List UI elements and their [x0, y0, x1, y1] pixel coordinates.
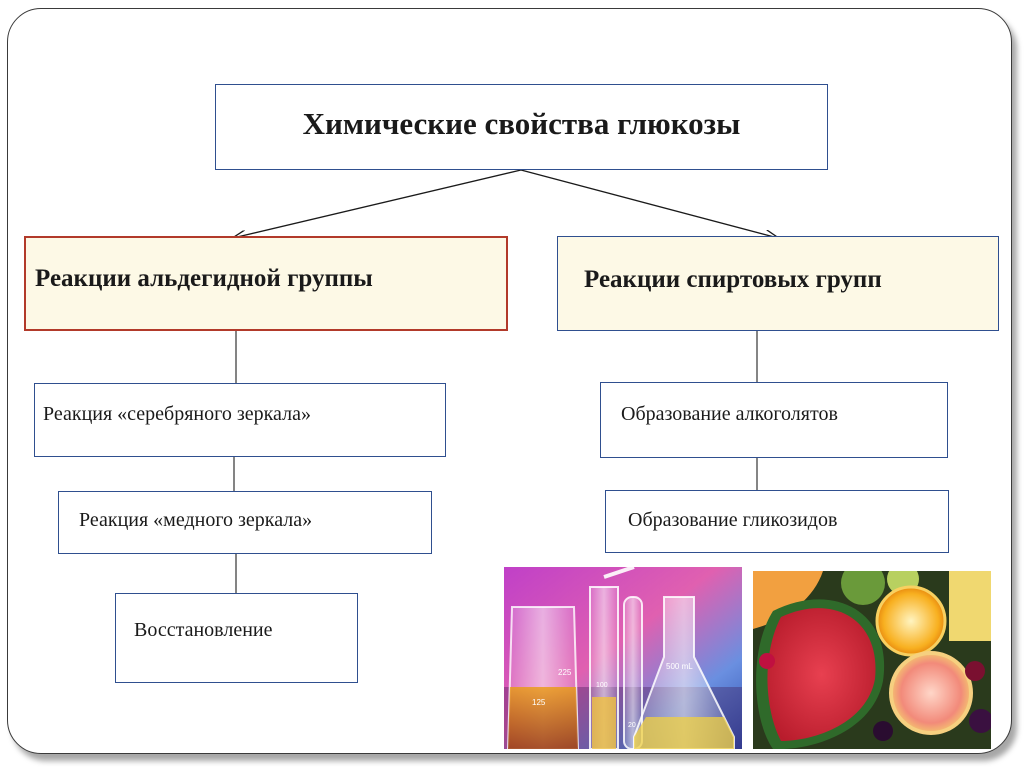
glycoside-formation-label: Образование гликозидов [628, 509, 838, 531]
alcoholate-formation-box [600, 382, 948, 458]
alcoholate-formation-label: Образование алкоголятов [621, 402, 838, 425]
silver-mirror-label: Реакция «серебряного зеркала» [43, 402, 311, 425]
glassware-mark-20: 20 [628, 722, 636, 729]
silver-mirror-box [34, 383, 446, 457]
arrow-to-aldehyde-branch [233, 170, 521, 238]
sliced-fruits-photo [753, 571, 991, 749]
aldehyde-group-label: Реакции альдегидной группы [35, 264, 373, 292]
diagram-title: Химические свойства глюкозы [302, 106, 741, 141]
glycoside-formation-box [605, 490, 949, 553]
laboratory-glassware-photo [504, 567, 742, 749]
aldehyde-group-box [24, 236, 508, 331]
diagram-title-box [215, 84, 828, 170]
glassware-mark-125: 125 [532, 698, 546, 707]
glassware-mark-500ml: 500 mL [666, 662, 693, 671]
reduction-box [115, 593, 358, 683]
alcohol-groups-box [557, 236, 999, 331]
glassware-mark-225: 225 [558, 668, 572, 677]
alcohol-groups-label: Реакции спиртовых групп [584, 265, 882, 293]
arrow-to-alcohol-branch [521, 170, 778, 238]
copper-mirror-box [58, 491, 432, 554]
reduction-label: Восстановление [134, 618, 273, 641]
glassware-mark-100: 100 [596, 682, 608, 689]
copper-mirror-label: Реакция «медного зеркала» [79, 509, 313, 531]
